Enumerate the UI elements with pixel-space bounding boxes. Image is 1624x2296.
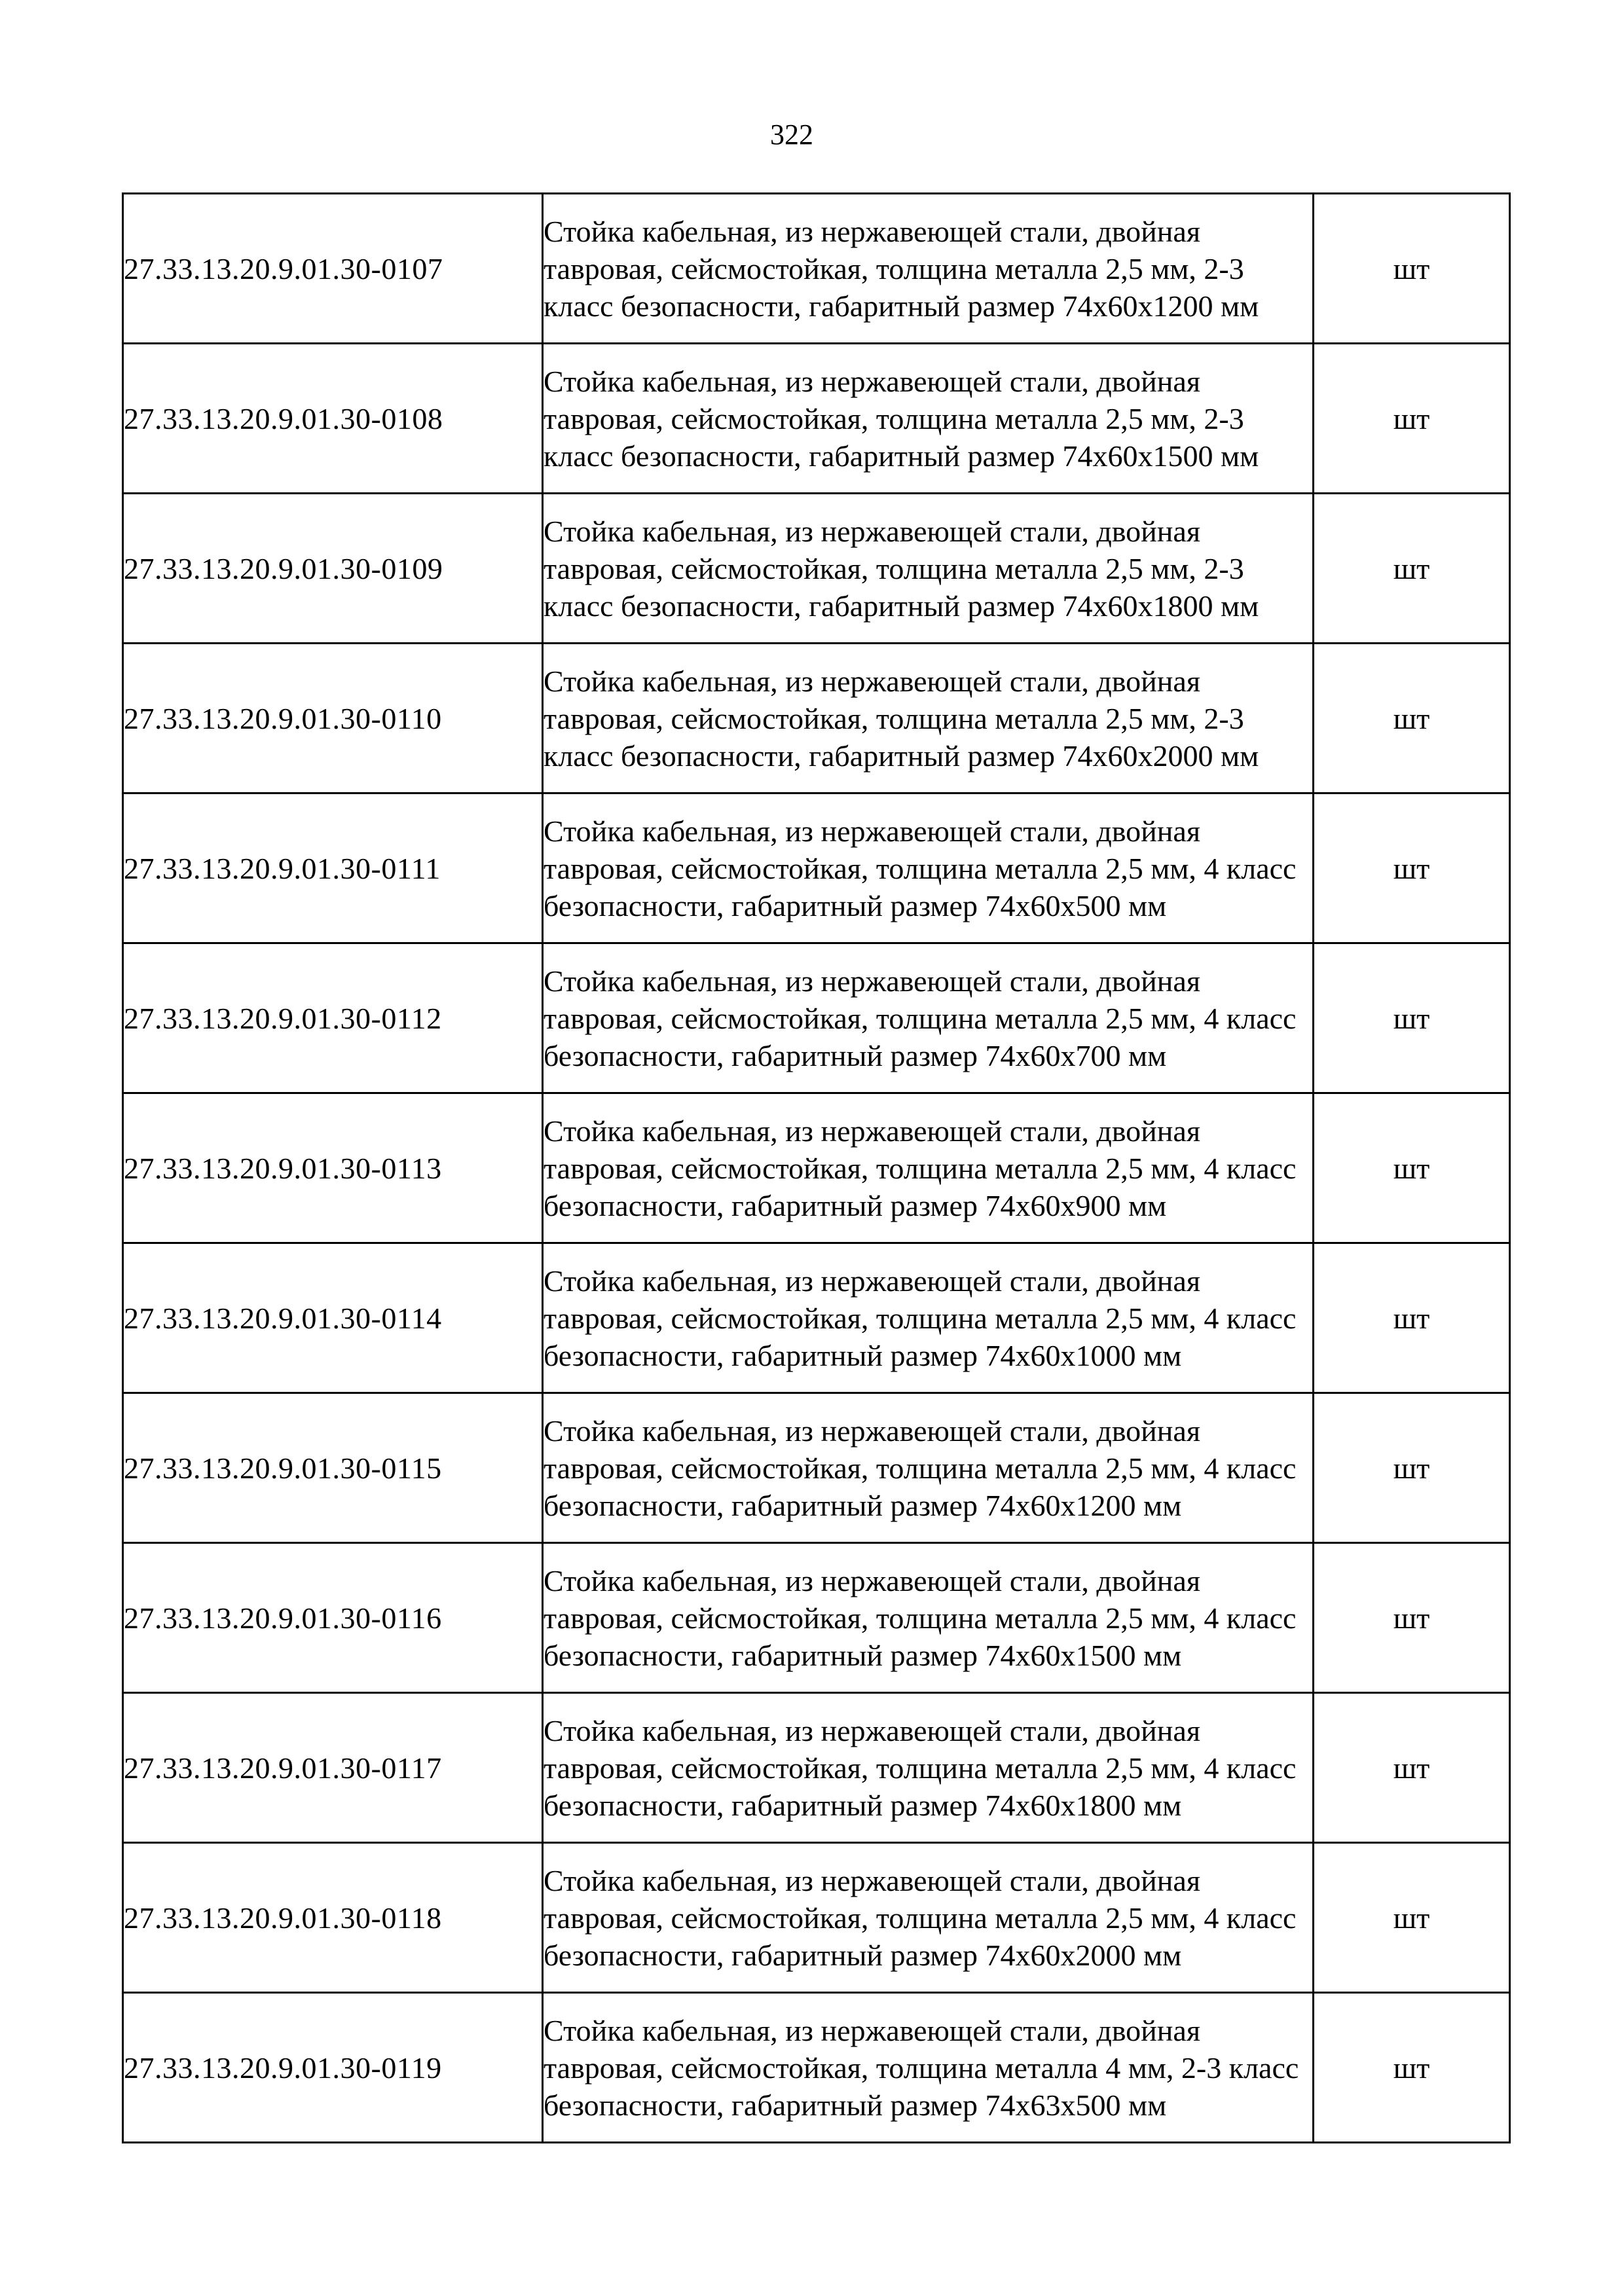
table-row xyxy=(123,1093,1510,1243)
resource-code-cell: 27.33.13.20.9.01.30-0115 xyxy=(123,1393,543,1543)
specification-table xyxy=(122,192,1511,2143)
description-cell: Стойка кабельная, из нержавеющей стали, двойная тавровая, сейсмостойкая, толщина металла 4 мм, 2-3 класс безопасности, габаритный размер 74х63х500 мм xyxy=(543,1993,1314,2143)
resource-code-cell: 27.33.13.20.9.01.30-0111 xyxy=(123,793,543,943)
table-row xyxy=(123,494,1510,644)
table-row xyxy=(123,1393,1510,1543)
description-cell: Стойка кабельная, из нержавеющей стали, двойная тавровая, сейсмостойкая, толщина металла 2,5 мм, 2-3 класс безопасности, габаритный размер 74х60х1200 мм xyxy=(543,194,1314,344)
unit-cell: шт xyxy=(1314,194,1510,344)
unit-cell: шт xyxy=(1314,1243,1510,1393)
description-cell: Стойка кабельная, из нержавеющей стали, двойная тавровая, сейсмостойкая, толщина металла 2,5 мм, 4 класс безопасности, габаритный размер 74х60х700 мм xyxy=(543,943,1314,1093)
table-row xyxy=(123,644,1510,793)
unit-cell: шт xyxy=(1314,1093,1510,1243)
resource-code-cell: 27.33.13.20.9.01.30-0110 xyxy=(123,644,543,793)
description-cell: Стойка кабельная, из нержавеющей стали, двойная тавровая, сейсмостойкая, толщина металла 2,5 мм, 4 класс безопасности, габаритный размер 74х60х1000 мм xyxy=(543,1243,1314,1393)
description-cell: Стойка кабельная, из нержавеющей стали, двойная тавровая, сейсмостойкая, толщина металла 2,5 мм, 4 класс безопасности, габаритный размер 74х60х2000 мм xyxy=(543,1843,1314,1993)
unit-cell: шт xyxy=(1314,344,1510,494)
resource-code-cell: 27.33.13.20.9.01.30-0116 xyxy=(123,1543,543,1693)
unit-cell: шт xyxy=(1314,1843,1510,1993)
description-cell: Стойка кабельная, из нержавеющей стали, двойная тавровая, сейсмостойкая, толщина металла 2,5 мм, 2-3 класс безопасности, габаритный размер 74х60х2000 мм xyxy=(543,644,1314,793)
resource-code-cell: 27.33.13.20.9.01.30-0112 xyxy=(123,943,543,1093)
description-cell: Стойка кабельная, из нержавеющей стали, двойная тавровая, сейсмостойкая, толщина металла 2,5 мм, 2-3 класс безопасности, габаритный размер 74х60х1500 мм xyxy=(543,344,1314,494)
resource-code-cell: 27.33.13.20.9.01.30-0107 xyxy=(123,194,543,344)
table-row xyxy=(123,943,1510,1093)
table-row xyxy=(123,1543,1510,1693)
table-row xyxy=(123,344,1510,494)
table-row xyxy=(123,194,1510,344)
resource-code-cell: 27.33.13.20.9.01.30-0117 xyxy=(123,1693,543,1843)
unit-cell: шт xyxy=(1314,1993,1510,2143)
table-row xyxy=(123,1693,1510,1843)
resource-code-cell: 27.33.13.20.9.01.30-0113 xyxy=(123,1093,543,1243)
description-cell: Стойка кабельная, из нержавеющей стали, двойная тавровая, сейсмостойкая, толщина металла 2,5 мм, 4 класс безопасности, габаритный размер 74х60х1500 мм xyxy=(543,1543,1314,1693)
page-number: 322 xyxy=(770,118,813,151)
unit-cell: шт xyxy=(1314,1693,1510,1843)
description-cell: Стойка кабельная, из нержавеющей стали, двойная тавровая, сейсмостойкая, толщина металла 2,5 мм, 4 класс безопасности, габаритный размер 74х60х1800 мм xyxy=(543,1693,1314,1843)
unit-cell: шт xyxy=(1314,1393,1510,1543)
table-row xyxy=(123,1843,1510,1993)
unit-cell: шт xyxy=(1314,494,1510,644)
description-cell: Стойка кабельная, из нержавеющей стали, двойная тавровая, сейсмостойкая, толщина металла 2,5 мм, 2-3 класс безопасности, габаритный размер 74х60х1800 мм xyxy=(543,494,1314,644)
unit-cell: шт xyxy=(1314,644,1510,793)
description-cell: Стойка кабельная, из нержавеющей стали, двойная тавровая, сейсмостойкая, толщина металла 2,5 мм, 4 класс безопасности, габаритный размер 74х60х900 мм xyxy=(543,1093,1314,1243)
table-row xyxy=(123,1243,1510,1393)
table-row xyxy=(123,793,1510,943)
description-cell: Стойка кабельная, из нержавеющей стали, двойная тавровая, сейсмостойкая, толщина металла 2,5 мм, 4 класс безопасности, габаритный размер 74х60х500 мм xyxy=(543,793,1314,943)
resource-code-cell: 27.33.13.20.9.01.30-0119 xyxy=(123,1993,543,2143)
resource-code-cell: 27.33.13.20.9.01.30-0114 xyxy=(123,1243,543,1393)
unit-cell: шт xyxy=(1314,943,1510,1093)
resource-code-cell: 27.33.13.20.9.01.30-0109 xyxy=(123,494,543,644)
table-row xyxy=(123,1993,1510,2143)
unit-cell: шт xyxy=(1314,793,1510,943)
description-cell: Стойка кабельная, из нержавеющей стали, двойная тавровая, сейсмостойкая, толщина металла 2,5 мм, 4 класс безопасности, габаритный размер 74х60х1200 мм xyxy=(543,1393,1314,1543)
resource-code-cell: 27.33.13.20.9.01.30-0108 xyxy=(123,344,543,494)
resource-code-cell: 27.33.13.20.9.01.30-0118 xyxy=(123,1843,543,1993)
unit-cell: шт xyxy=(1314,1543,1510,1693)
